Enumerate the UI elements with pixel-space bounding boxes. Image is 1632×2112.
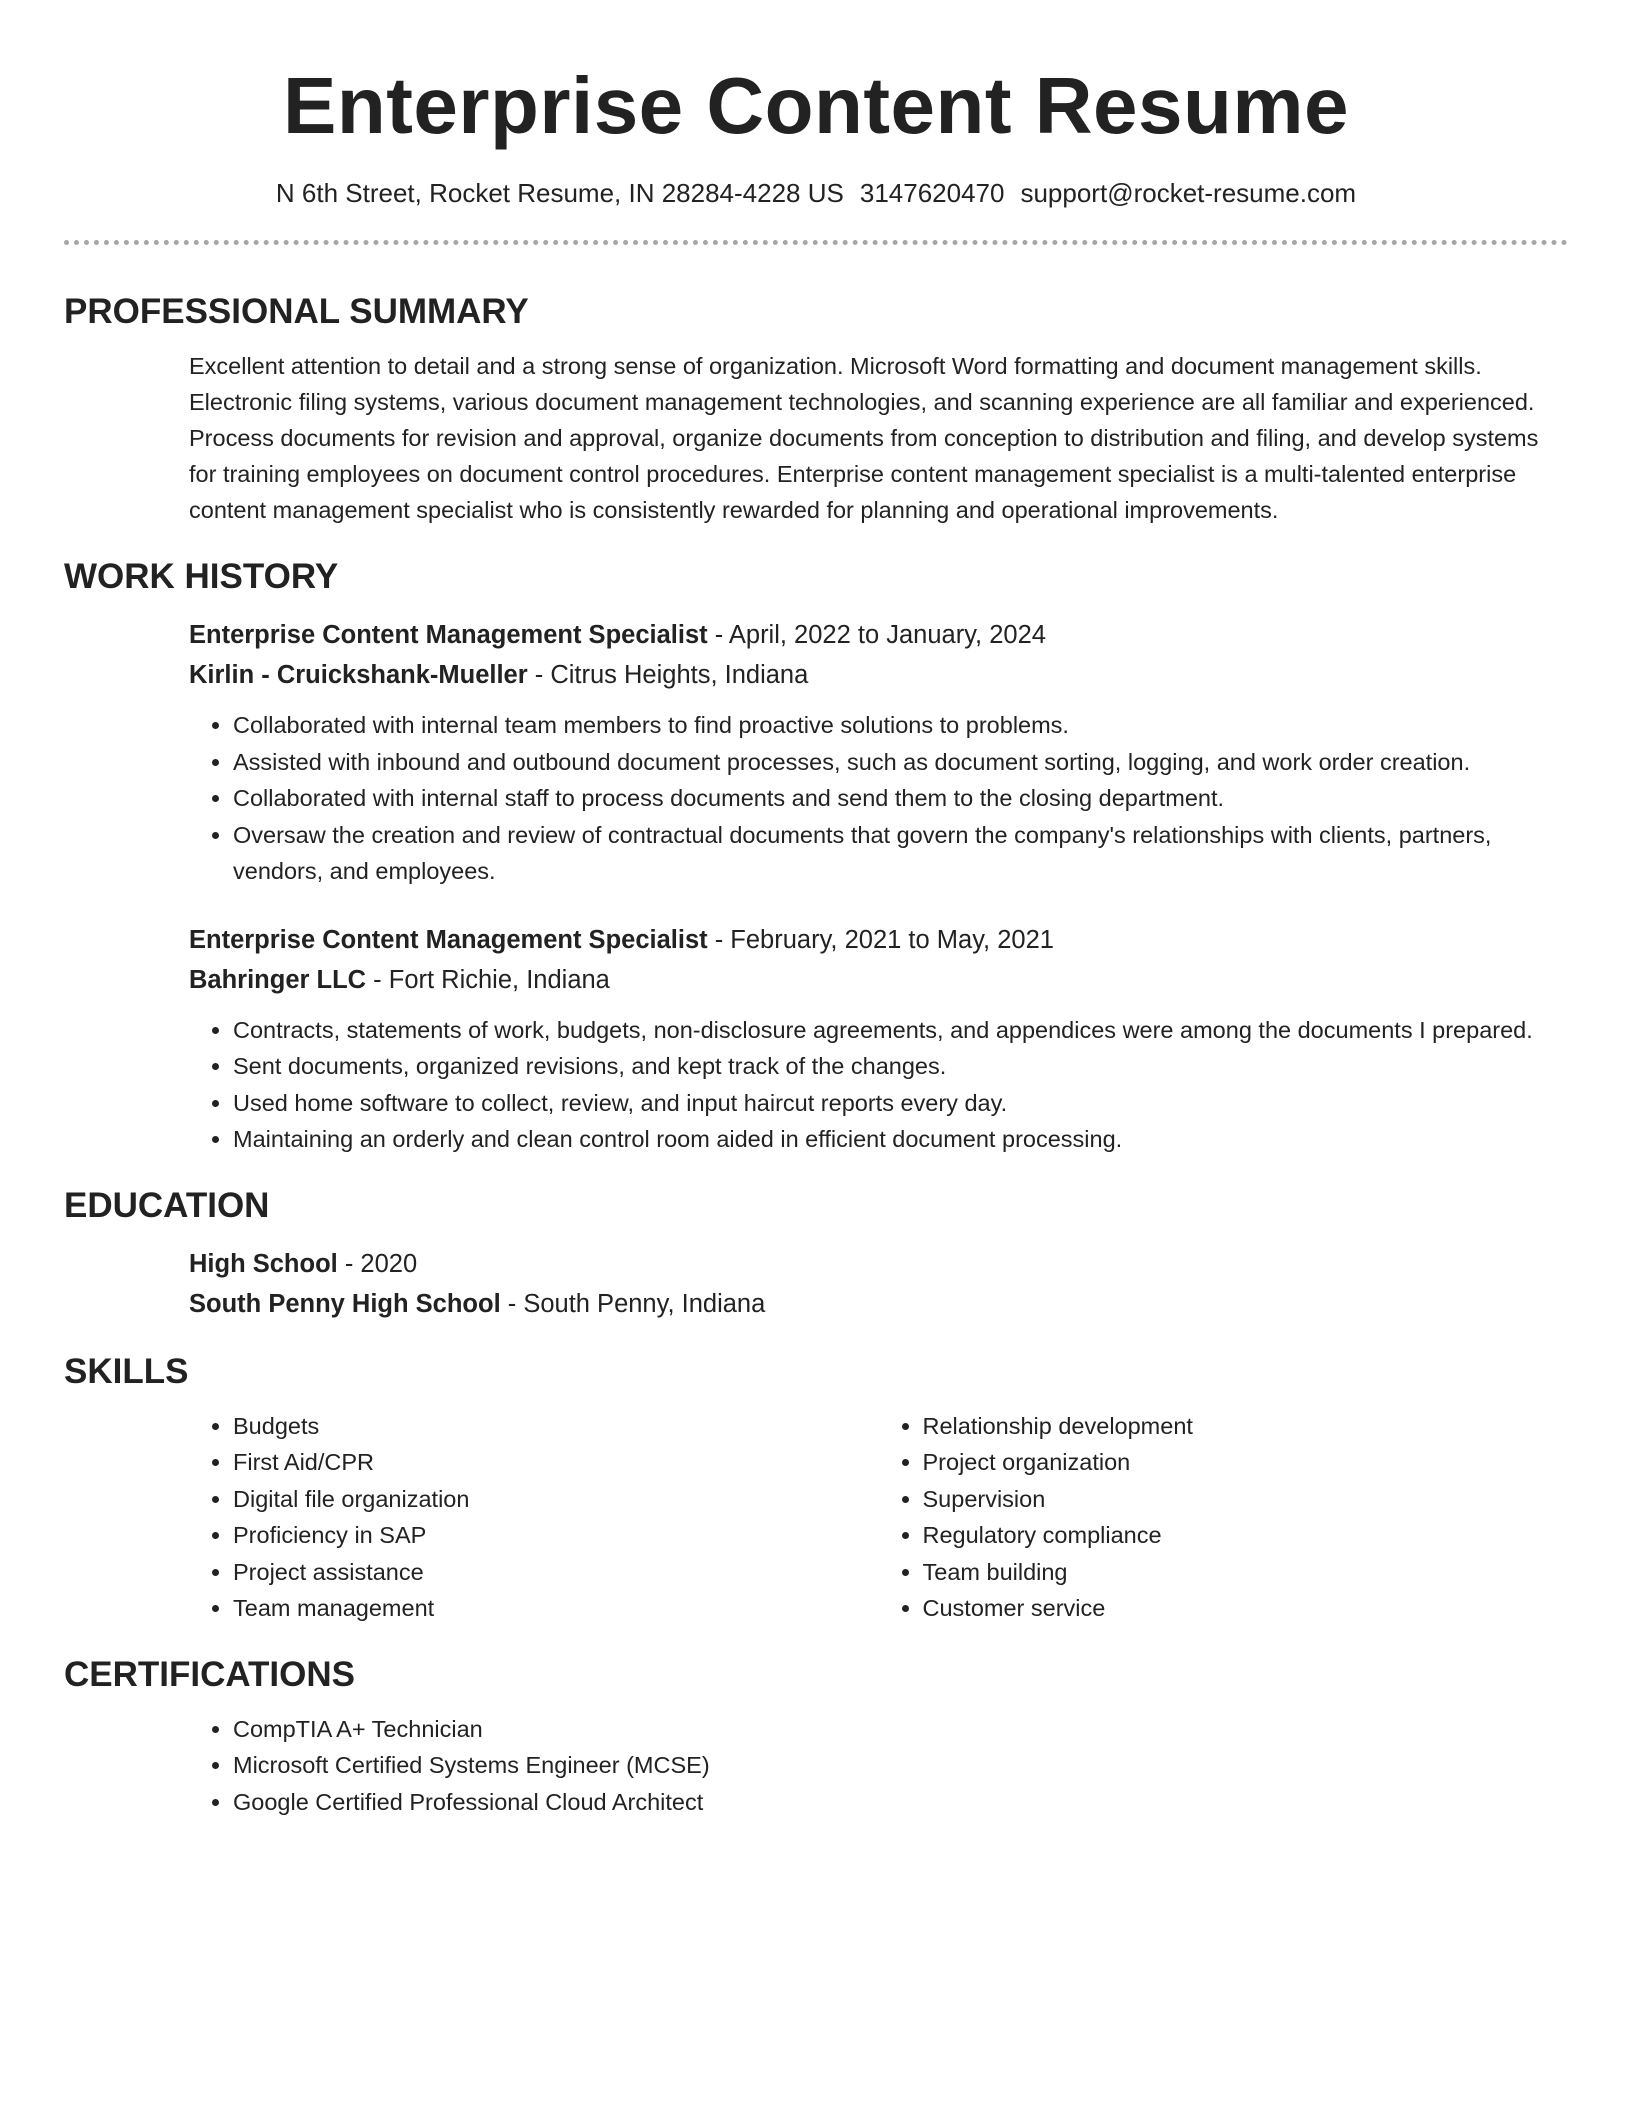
job-dates: - April, 2022 to January, 2024 <box>707 621 1046 649</box>
certification-item: • Google Certified Professional Cloud Architect <box>233 1784 1568 1821</box>
job-title-line <box>189 920 1568 960</box>
certifications-list <box>189 1711 1568 1821</box>
skill-item: • First Aid/CPR <box>233 1444 879 1481</box>
certification-item: • CompTIA A+ Technician <box>233 1711 1568 1748</box>
certifications-heading: CERTIFICATIONS <box>64 1654 356 1694</box>
education-school-line <box>189 1284 1568 1324</box>
header-divider <box>64 240 1568 245</box>
skill-item: • Supervision <box>923 1481 1569 1518</box>
job-bullet: • Oversaw the creation and review of contractual documents that govern the company's relationships with clients, partners, vendors, and employees. <box>233 817 1568 890</box>
job-location: - Fort Richie, Indiana <box>366 965 610 994</box>
education-location: - South Penny, Indiana <box>500 1289 766 1318</box>
job-dates: - February, 2021 to May, 2021 <box>707 925 1054 954</box>
skill-item: • Team building <box>923 1554 1569 1591</box>
contact-phone: 3147620470 <box>859 178 1005 208</box>
skills-column-right <box>879 1408 1569 1627</box>
job-title: Enterprise Content Management Specialist <box>189 621 708 649</box>
job-bullet: • Collaborated with internal staff to process documents and send them to the closing department. <box>233 780 1568 817</box>
job-company: Kirlin - Cruickshank-Mueller <box>189 661 528 689</box>
education-heading: EDUCATION <box>64 1185 270 1225</box>
skill-item: • Customer service <box>923 1590 1569 1627</box>
contact-address: N 6th Street, Rocket Resume, IN 28284-4228 US <box>275 178 844 208</box>
skill-item: • Project organization <box>923 1444 1569 1481</box>
job-company-line <box>189 960 1568 1000</box>
job-bullet: • Used home software to collect, review, and input haircut reports every day. <box>233 1085 1568 1122</box>
job-company: Bahringer LLC <box>189 965 367 994</box>
job-entry <box>189 920 1568 1158</box>
education-degree-line <box>189 1244 1568 1284</box>
skills-heading: SKILLS <box>64 1351 189 1391</box>
job-entry <box>189 615 1568 890</box>
skills-column-left <box>189 1408 879 1627</box>
skill-item: • Digital file organization <box>233 1481 879 1518</box>
job-title: Enterprise Content Management Specialist <box>189 925 708 954</box>
education-school: South Penny High School <box>189 1289 501 1318</box>
job-bullet: • Contracts, statements of work, budgets, non-disclosure agreements, and appendices were among the documents I prepared. <box>233 1012 1568 1049</box>
skill-item: • Project assistance <box>233 1554 879 1591</box>
summary-section <box>189 348 1568 528</box>
job-location: - Citrus Heights, Indiana <box>527 661 809 689</box>
job-bullet: • Maintaining an orderly and clean control room aided in efficient document processing. <box>233 1121 1568 1158</box>
resume-title: Enterprise Content Resume <box>282 61 1350 150</box>
summary-text: Excellent attention to detail and a strong sense of organization. Microsoft Word formatting and document management skills. Electronic filing systems, various document management technologies, and scanning experience are all familiar and experienced. Process documents for revision and approval, organize documents from conception to distribution and filing, and develop systems for training employees on document control procedures. Enterprise content management specialist is a multi-talented enterprise content management specialist who is consistently rewarded for planning and operational improvements. <box>189 353 1539 523</box>
job-bullets <box>189 1012 1568 1158</box>
education-year: - 2020 <box>337 1249 418 1278</box>
job-title-line <box>189 615 1568 655</box>
education-degree: High School <box>189 1249 338 1278</box>
job-bullet: • Collaborated with internal team members to find proactive solutions to problems. <box>233 707 1568 744</box>
skills-list <box>189 1408 1568 1627</box>
resume-page <box>64 0 1568 1820</box>
job-bullet: • Sent documents, organized revisions, and kept track of the changes. <box>233 1048 1568 1085</box>
job-bullet: • Assisted with inbound and outbound document processes, such as document sorting, logging, and work order creation. <box>233 744 1568 781</box>
contact-line <box>64 176 1568 210</box>
work-history-heading: WORK HISTORY <box>64 557 339 596</box>
skill-item: • Relationship development <box>923 1408 1569 1445</box>
skill-item: • Team management <box>233 1590 879 1627</box>
certifications-section <box>189 1711 1568 1821</box>
education-entry <box>189 1244 1568 1324</box>
certification-item: • Microsoft Certified Systems Engineer (MCSE) <box>233 1747 1568 1784</box>
skill-item: • Proficiency in SAP <box>233 1517 879 1554</box>
contact-email: support@rocket-resume.com <box>1020 178 1357 208</box>
skill-item: • Budgets <box>233 1408 879 1445</box>
job-bullets <box>189 707 1568 890</box>
summary-heading: PROFESSIONAL SUMMARY <box>64 292 529 331</box>
skill-item: • Regulatory compliance <box>923 1517 1569 1554</box>
job-company-line <box>189 655 1568 695</box>
